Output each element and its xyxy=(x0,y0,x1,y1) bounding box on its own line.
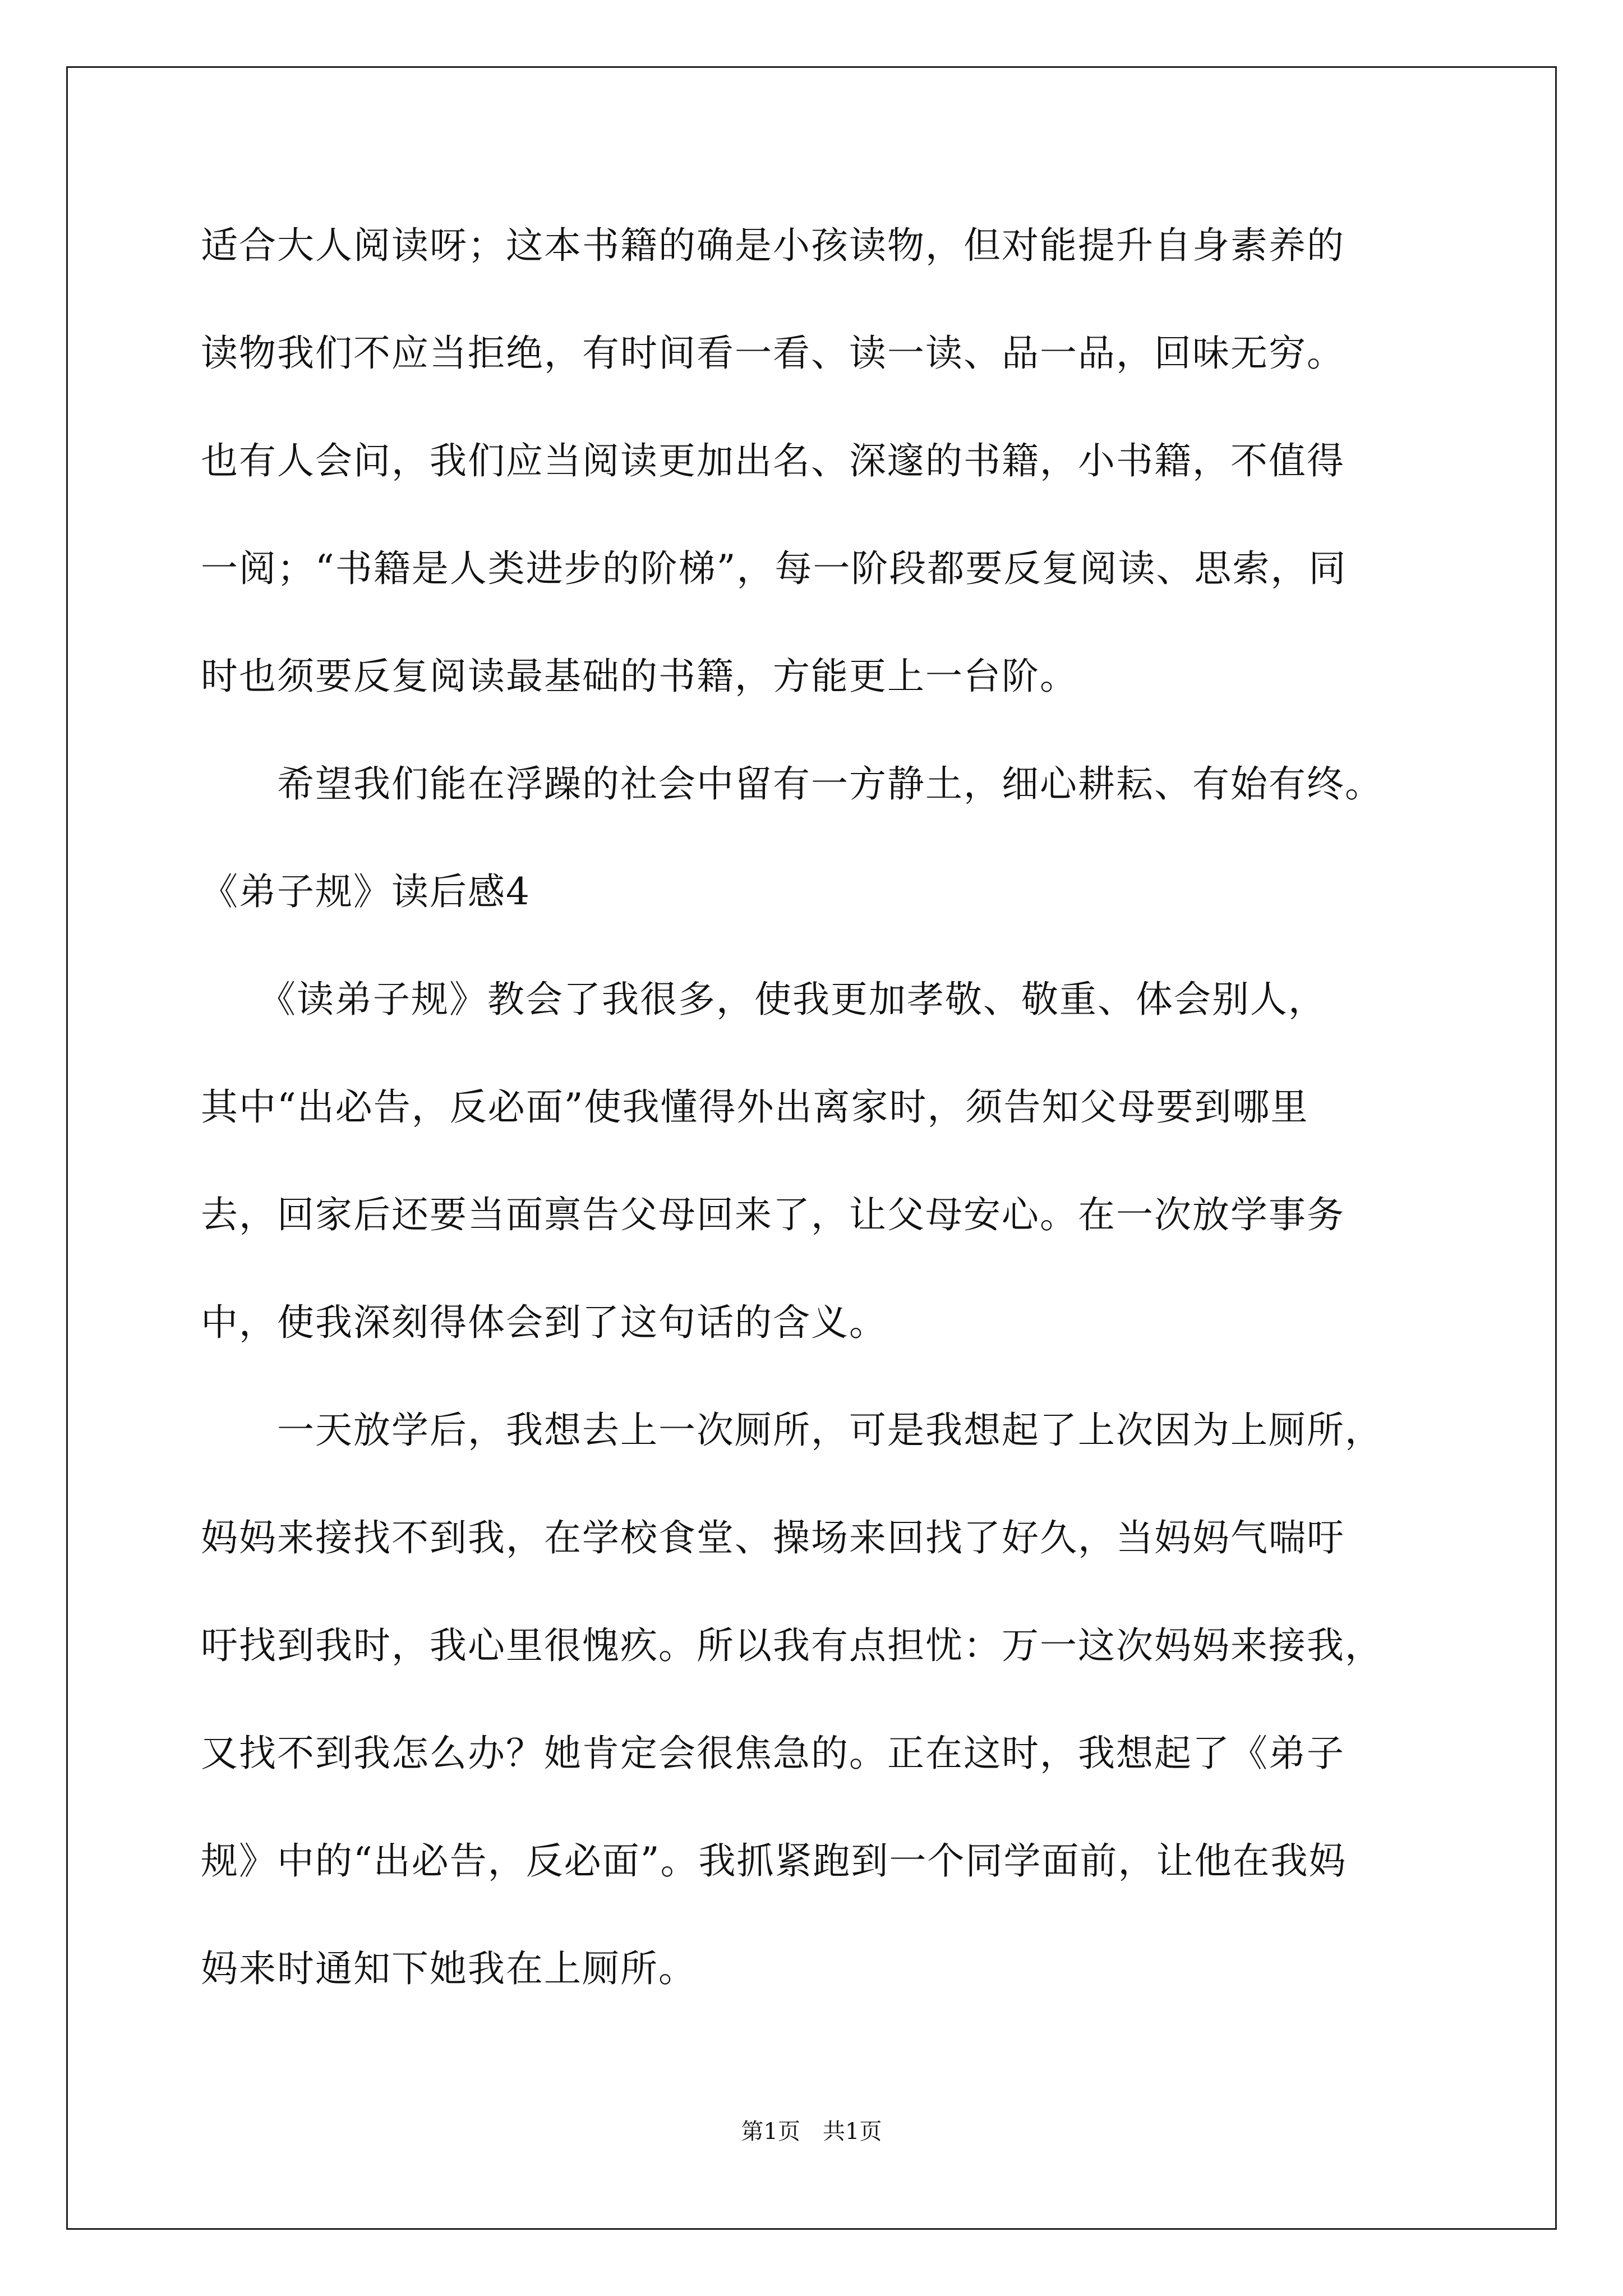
text-line: 吁找到我时，我心里很愧疚。所以我有点担忧：万一这次妈妈来接我， xyxy=(201,1624,1383,1667)
text-line: 适合大人阅读呀；这本书籍的确是小孩读物，但对能提升自身素养的 xyxy=(201,224,1345,267)
text-line: 妈来时通知下她我在上厕所。 xyxy=(201,1947,697,1990)
text-line: 读物我们不应当拒绝，有时间看一看、读一读、品一品，回味无穷。 xyxy=(201,332,1345,375)
text-line: 也有人会问，我们应当阅读更加出名、深邃的书籍，小书籍，不值得 xyxy=(201,439,1345,482)
text-line: 规》中的“出必告，反必面”。我抓紧跑到一个同学面前，让他在我妈 xyxy=(201,1839,1347,1883)
text-line: 其中“出必告，反必面”使我懂得外出离家时，须告知父母要到哪里 xyxy=(201,1085,1309,1129)
text-line: 妈妈来接找不到我，在学校食堂、操场来回找了好久，当妈妈气喘吁 xyxy=(201,1516,1345,1559)
text-line: 希望我们能在浮躁的社会中留有一方静土，细心耕耘、有始有终。 xyxy=(201,762,1383,806)
text-line: 中，使我深刻得体会到了这句话的含义。 xyxy=(201,1301,887,1344)
text-line: 一天放学后，我想去上一次厕所，可是我想起了上次因为上厕所， xyxy=(201,1409,1383,1452)
section-heading: 《弟子规》读后感4 xyxy=(201,870,531,913)
page-footer: 第1页 共1页 xyxy=(741,2119,882,2145)
text-line: 时也须要反复阅读最基础的书籍，方能更上一台阶。 xyxy=(201,655,1078,698)
text-line: 又找不到我怎么办？她肯定会很焦急的。正在这时，我想起了《弟子 xyxy=(201,1732,1345,1775)
text-line: 去，回家后还要当面禀告父母回来了，让父母安心。在一次放学事务 xyxy=(201,1193,1345,1236)
text-line: 《读弟子规》教会了我很多，使我更加孝敬、敬重、体会别人， xyxy=(201,978,1326,1021)
page-border xyxy=(66,66,1557,2230)
text-line: 一阅；“书籍是人类进步的阶梯”，每一阶段都要反复阅读、思索，同 xyxy=(201,547,1347,590)
